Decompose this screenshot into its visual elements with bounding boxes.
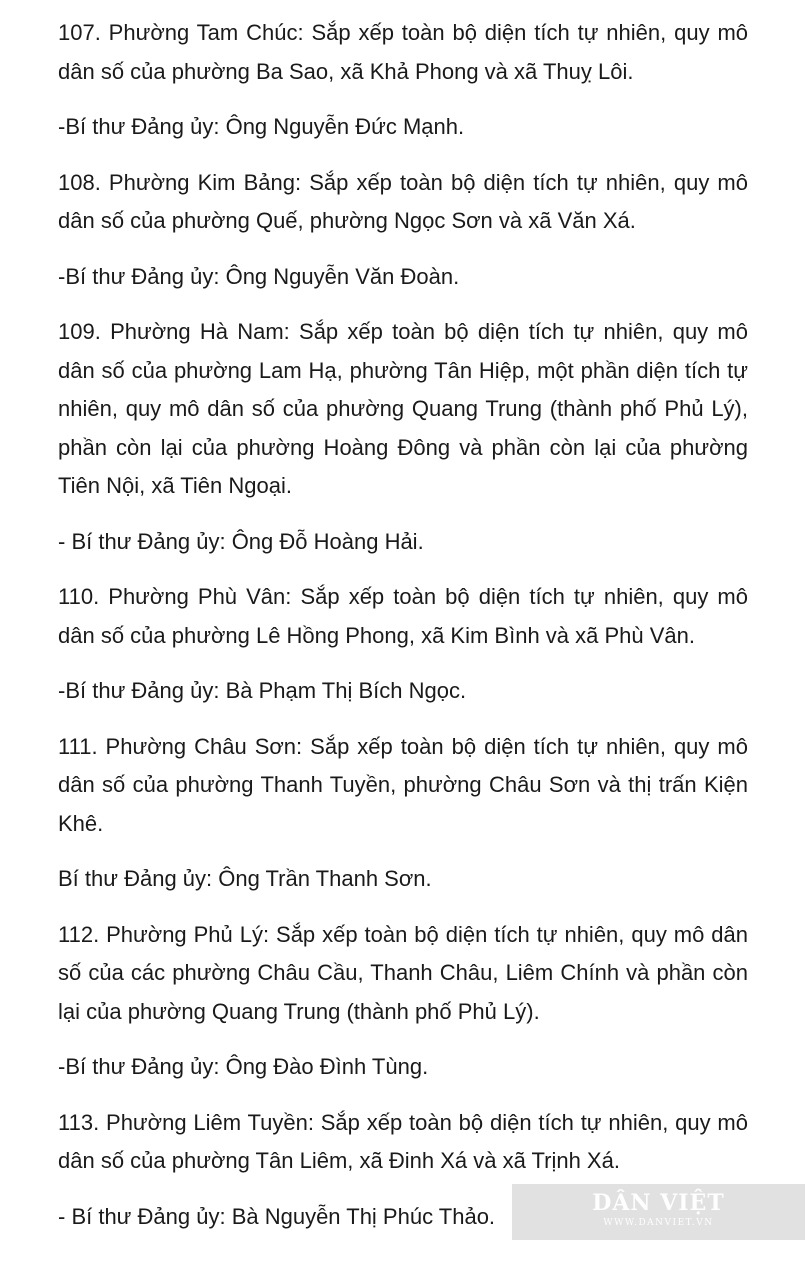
ward-item-text: 112. Phường Phủ Lý: Sắp xếp toàn bộ diện tích tự nhiên, quy mô dân số của các phường Châu Cầu, Thanh Châu, Liêm Chính và phần còn lại của phường Quang Trung (thành phố Phủ Lý). <box>58 921 748 1024</box>
ward-section-109 <box>58 313 748 561</box>
ward-section-107 <box>58 14 748 147</box>
party-secretary-text: -Bí thư Đảng ủy: Ông Nguyễn Văn Đoàn. <box>58 263 460 289</box>
party-secretary-text: Bí thư Đảng ủy: Ông Trần Thanh Sơn. <box>58 866 432 891</box>
party-secretary-text: - Bí thư Đảng ủy: Ông Đỗ Hoàng Hải. <box>58 528 424 554</box>
party-secretary-text: -Bí thư Đảng ủy: Ông Nguyễn Đức Mạnh. <box>58 114 465 139</box>
ward-item-text: 108. Phường Kim Bảng: Sắp xếp toàn bộ diện tích tự nhiên, quy mô dân số của phường Quế, phường Ngọc Sơn và xã Văn Xá. <box>58 169 748 233</box>
watermark-url: WWW.DANVIET.VN <box>603 1218 714 1228</box>
ward-item-text: 111. Phường Châu Sơn: Sắp xếp toàn bộ diện tích tự nhiên, quy mô dân số của phường Thanh Tuyền, phường Châu Sơn và thị trấn Kiện Khê. <box>58 733 748 836</box>
document-body <box>58 14 748 1253</box>
party-secretary-text: -Bí thư Đảng ủy: Bà Phạm Thị Bích Ngọc. <box>58 678 467 703</box>
ward-item-text: 110. Phường Phù Vân: Sắp xếp toàn bộ diện tích tự nhiên, quy mô dân số của phường Lê Hồng Phong, xã Kim Bình và xã Phù Vân. <box>58 584 748 648</box>
ward-item-text: 113. Phường Liêm Tuyền: Sắp xếp toàn bộ diện tích tự nhiên, quy mô dân số của phường Tân Liêm, xã Đinh Xá và xã Trịnh Xá. <box>58 1109 748 1173</box>
ward-section-111 <box>58 728 748 899</box>
ward-section-108 <box>58 164 748 297</box>
ward-item-text: 109. Phường Hà Nam: Sắp xếp toàn bộ diện tích tự nhiên, quy mô dân số của phường Lam Hạ, phường Tân Hiệp, một phần diện tích tự nhiên, quy mô dân số của phường Quang Trung (thành phố Phủ Lý), phần còn lại của phường Hoàng Đông và phần còn lại của phường Tiên Nội, xã Tiên Ngoại. <box>58 319 748 498</box>
party-secretary-text: -Bí thư Đảng ủy: Ông Đào Đình Tùng. <box>58 1054 429 1079</box>
danviet-watermark <box>512 1184 805 1240</box>
ward-section-112 <box>58 916 748 1087</box>
party-secretary-text: - Bí thư Đảng ủy: Bà Nguyễn Thị Phúc Thảo. <box>58 1203 496 1229</box>
watermark-logo: DÂN VIỆT <box>592 1190 725 1216</box>
ward-section-110 <box>58 578 748 711</box>
ward-item-text: 107. Phường Tam Chúc: Sắp xếp toàn bộ diện tích tự nhiên, quy mô dân số của phường Ba Sao, xã Khả Phong và xã Thuỵ Lôi. <box>58 20 748 84</box>
